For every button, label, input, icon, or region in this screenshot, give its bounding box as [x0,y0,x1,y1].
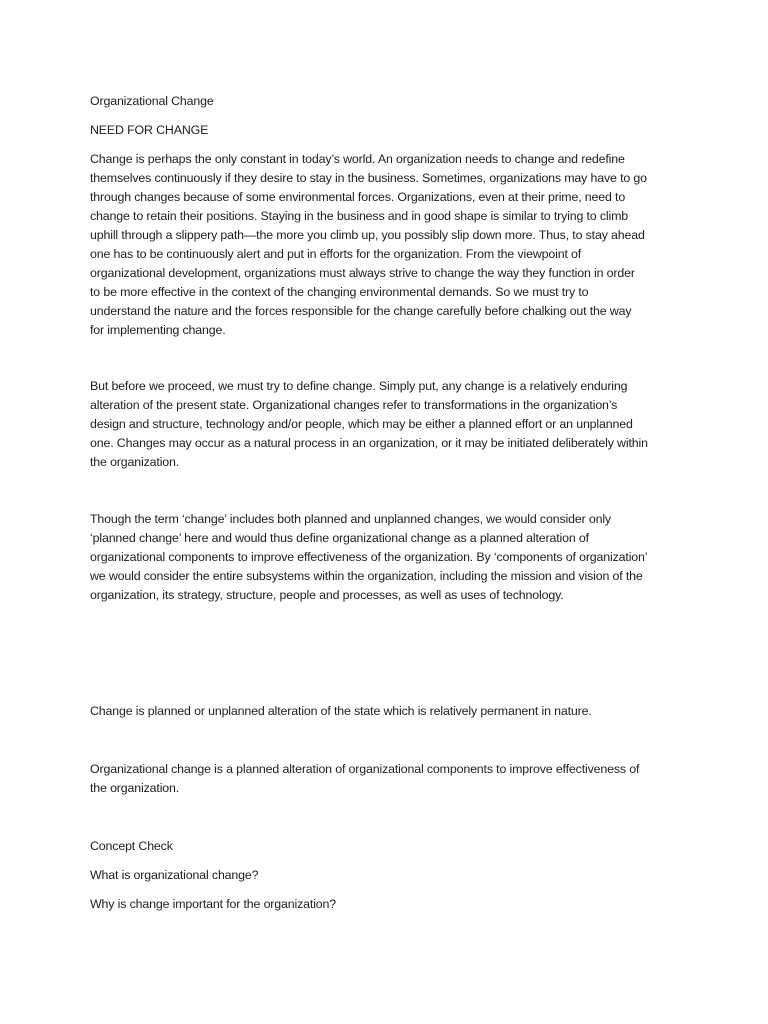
paragraph-line: understand the nature and the forces responsible for the change carefully before chalking out the way [90,304,632,318]
paragraph-line: ‘planned change’ here and would thus define organizational change as a planned alteration of [90,531,589,545]
concept-check-question [90,866,690,885]
paragraph-need-for-change [90,150,690,340]
paragraph-line: through changes because of some environmental forces. Organizations, even at their prime, need to [90,190,626,204]
paragraph-planned-change [90,510,690,605]
title-text: Organizational Change [90,94,214,108]
paragraph-line: But before we proceed, we must try to define change. Simply put, any change is a relatively enduring [90,379,628,393]
section-heading [90,121,690,140]
concept-check-heading [90,837,690,856]
paragraph-line: organizational components to improve effectiveness of the organization. By ‘components of organization’ [90,550,648,564]
paragraph-line: to be more effective in the context of the changing environmental demands. So we must try to [90,285,589,299]
paragraph-line: uphill through a slippery path—the more you climb up, you possibly slip down more. Thus, to stay ahead [90,228,645,242]
paragraph-line: themselves continuously if they desire to stay in the business. Sometimes, organizations may have to go [90,171,647,185]
paragraph-line: for implementing change. [90,323,226,337]
definition-organizational-change [90,760,690,798]
paragraph-line: organization, its strategy, structure, people and processes, as well as uses of technology. [90,588,564,602]
paragraph-line: change to retain their positions. Staying in the business and in good shape is similar to trying to climb [90,209,629,223]
paragraph-line: the organization. [90,455,180,469]
paragraph-line: organizational development, organizations must always strive to change the way they function in order [90,266,635,280]
paragraph-line: one. Changes may occur as a natural process in an organization, or it may be initiated deliberately within [90,436,648,450]
paragraph-define-change [90,377,690,472]
question-text: Why is change important for the organization? [90,897,337,911]
section-heading-text: NEED FOR CHANGE [90,123,209,137]
concept-check-heading-text: Concept Check [90,839,173,853]
question-text: What is organizational change? [90,868,259,882]
paragraph-line: we would consider the entire subsystems within the organization, including the mission and vision of the [90,569,643,583]
paragraph-line: alteration of the present state. Organizational changes refer to transformations in the organization’s [90,398,618,412]
document-title [90,92,690,111]
definition-line: Organizational change is a planned alteration of organizational components to improve effectiveness of [90,762,640,776]
paragraph-line: Though the term ‘change’ includes both planned and unplanned changes, we would consider only [90,512,611,526]
paragraph-line: design and structure, technology and/or people, which may be either a planned effort or an unplanned [90,417,633,431]
paragraph-line: Change is perhaps the only constant in today’s world. An organization needs to change and redefine [90,152,625,166]
definition-change [90,702,690,721]
paragraph-line: one has to be continuously alert and put in efforts for the organization. From the viewpoint of [90,247,582,261]
definition-line: the organization. [90,781,180,795]
concept-check-question [90,895,690,914]
definition-line: Change is planned or unplanned alteration of the state which is relatively permanent in nature. [90,704,592,718]
